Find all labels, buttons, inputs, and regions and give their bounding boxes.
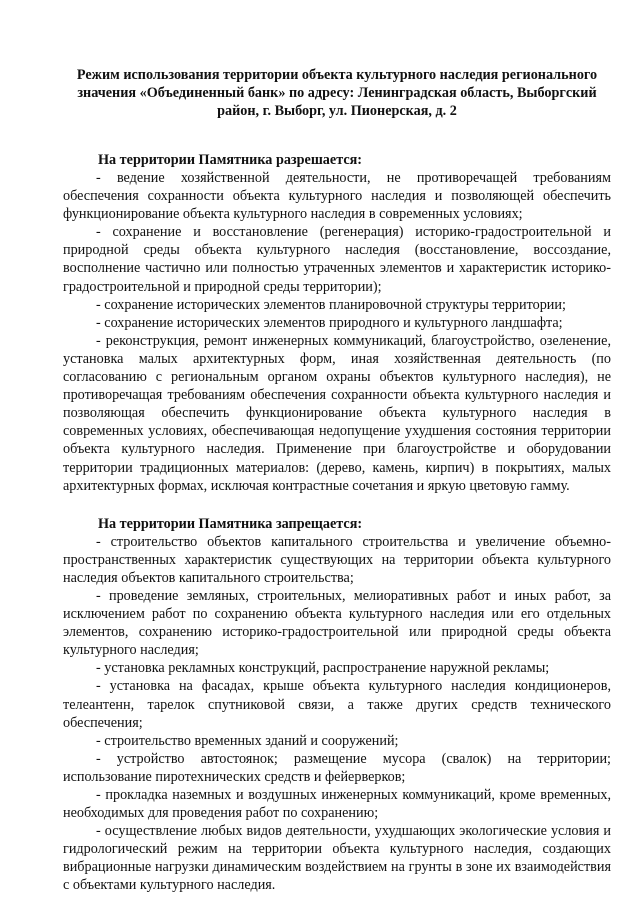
section-divider	[63, 495, 611, 515]
document-page	[63, 66, 611, 895]
forbidden-item: - осуществление любых видов деятельности, ухудшающих экологические условия и гидрологический режим на территории объекта культурного наследия, создающих вибрационные нагрузки динамическим воздействием на грунты в зоне их взаимодействия с объектами культурного наследия.	[63, 823, 611, 894]
allowed-item: - реконструкция, ремонт инженерных коммуникаций, благоустройство, озеленение, установка малых архитектурных форм, иная хозяйственная деятельность (по согласованию с региональным органом охраны объектов культурного наследия), не противоречащая требованиям обеспечения сохранности объекта культурного наследия и позволяющая обеспечить функционирование объекта культурного наследия в современных условиях, обеспечивающая недопущение ухудшения состояния территории объекта культурного наследия. Применение при благоустройстве и оборудовании территории традиционных материалов: (дерево, камень, кирпич) в покрытиях, малых архитектурных формах, исключая контрастные сочетания и яркую цветовую гамму.	[63, 332, 611, 494]
allowed-heading: На территории Памятника разрешается:	[98, 152, 363, 168]
forbidden-item: - установка на фасадах, крыше объекта культурного наследия кондиционеров, телеантенн, тарелок спутниковой связи, а также других средств технического обеспечения;	[63, 678, 611, 731]
document-title: Режим использования территории объекта культурного наследия регионального значения «Объединенный банк» по адресу: Ленинградская область, Выборгский район, г. Выборг, ул. Пионерская, д. 2	[76, 67, 598, 119]
forbidden-item: - прокладка наземных и воздушных инженерных коммуникаций, кроме временных, необходимых для проведения работ по сохранению;	[63, 787, 611, 822]
forbidden-item: - установка рекламных конструкций, распространение наружной рекламы;	[96, 660, 550, 677]
forbidden-item: - строительство объектов капитального строительства и увеличение объемно-пространственных характеристик существующих на территории объекта культурного наследия объектов капитального строительства;	[63, 533, 611, 586]
allowed-item: - сохранение и восстановление (регенерация) историко-градостроительной и природной среды объекта культурного наследия (восстановление, воссоздание, восполнение частично или полностью утраченных элементов и характеристик историко-градостроительной и природной среды территории);	[63, 224, 611, 295]
forbidden-item: - проведение земляных, строительных, мелиоративных работ и иных работ, за исключением работ по сохранению объекта культурного наследия или его отдельных элементов, сохранению историко-градостроительной или природной среды объекта культурного наследия;	[63, 587, 611, 659]
forbidden-item: - устройство автостоянок; размещение мусора (свалок) на территории; использование пиротехнических средств и фейерверков;	[63, 750, 611, 785]
allowed-item: - сохранение исторических элементов природного и культурного ландшафта;	[96, 314, 563, 331]
allowed-item: - сохранение исторических элементов планировочной структуры территории;	[96, 296, 566, 313]
allowed-item: - ведение хозяйственной деятельности, не противоречащей требованиям обеспечения сохранности объекта культурного наследия и позволяющей обеспечить функционирование объекта культурного наследия в современных условиях;	[63, 170, 611, 223]
forbidden-item: - строительство временных зданий и сооружений;	[96, 732, 399, 749]
forbidden-heading: На территории Памятника запрещается:	[98, 515, 363, 532]
